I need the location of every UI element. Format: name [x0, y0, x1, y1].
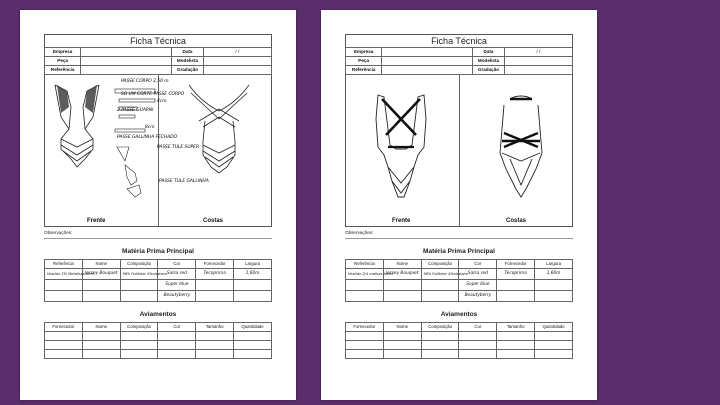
cell-empty — [421, 280, 459, 291]
cell-composicao: 96% Poliéster 4%elastano — [120, 269, 158, 280]
cell-largura: 1,60m — [535, 269, 573, 280]
referencia-label: Referência — [346, 66, 382, 75]
cell-composicao: 96% Poliéster 4%elastano — [421, 269, 459, 280]
av-col-fornecedor: Fornecedor — [346, 323, 384, 332]
av-col-composicao: Composição — [421, 323, 459, 332]
cell-nome: Jersey Bouquet — [82, 269, 120, 280]
col-nome: Nome — [82, 260, 120, 269]
aviamentos-table — [345, 322, 573, 359]
cell-empty — [120, 280, 158, 291]
col-cor: Cor — [459, 260, 497, 269]
data-field[interactable]: / / — [504, 48, 572, 57]
sketch-note-2: SO UM CORTE PASSE CORPO — [121, 92, 185, 97]
data-label: Data — [172, 48, 204, 57]
av-col-nome: Nome — [82, 323, 120, 332]
peca-field[interactable] — [382, 57, 473, 66]
empresa-label: Empresa — [45, 48, 81, 57]
gradacao-field[interactable] — [504, 66, 572, 75]
av-col-fornecedor: Fornecedor — [45, 323, 83, 332]
cell-cor: Salsa red — [459, 269, 497, 280]
modelista-field[interactable] — [203, 57, 271, 66]
col-composicao: Composição — [421, 260, 459, 269]
back-sketch-drawing — [169, 81, 269, 191]
aviamentos-title: Aviamentos — [139, 311, 177, 318]
left-sheet — [20, 10, 296, 400]
empresa-field[interactable] — [81, 48, 172, 57]
materia-prima-title: Matéria Prima Principal — [423, 248, 495, 255]
cell-referencia: Vestido 2/4 malhas leves — [346, 269, 384, 280]
frente-label: Frente — [392, 218, 411, 224]
cell-empty — [383, 291, 421, 302]
col-composicao: Composição — [120, 260, 158, 269]
sketch-note-5: PASSE TULE SUPER — [157, 145, 200, 150]
right-sheet — [321, 10, 597, 400]
header-table — [345, 47, 573, 75]
materia-prima-table — [44, 259, 272, 302]
av-col-quantidade: Quantidade — [234, 323, 272, 332]
cell-empty — [535, 280, 573, 291]
col-largura: Largura — [535, 260, 573, 269]
col-largura: Largura — [234, 260, 272, 269]
aviamentos-title: Aviamentos — [440, 311, 478, 318]
cell-empty — [196, 291, 234, 302]
observacoes-line[interactable] — [345, 230, 573, 239]
costas-label: Costas — [506, 218, 527, 224]
cell-fornecedor: Tecoprima — [497, 269, 535, 280]
sketch-note-3: 2 PASSE GUARNI — [117, 108, 154, 113]
cell-empty — [45, 291, 83, 302]
col-fornecedor: Fornecedor — [196, 260, 234, 269]
cell-cor-2: Super blue — [459, 280, 497, 291]
cell-empty — [234, 291, 272, 302]
cell-empty — [497, 291, 535, 302]
referencia-field[interactable] — [81, 66, 172, 75]
cell-empty — [196, 280, 234, 291]
observacoes-label: Observações: — [44, 230, 73, 235]
empresa-label: Empresa — [346, 48, 382, 57]
modelista-field[interactable] — [504, 57, 572, 66]
sketch-dim-1: 4cm — [157, 99, 167, 104]
col-fornecedor: Fornecedor — [497, 260, 535, 269]
aviamentos-table — [44, 322, 272, 359]
cell-empty — [421, 291, 459, 302]
peca-label: Peça — [45, 57, 81, 66]
modelista-label: Modelista — [473, 57, 505, 66]
cell-largura: 1,60m — [234, 269, 272, 280]
cell-empty — [535, 291, 573, 302]
observacoes-label: Observações: — [345, 230, 374, 235]
cell-empty — [82, 291, 120, 302]
cell-empty — [383, 280, 421, 291]
cell-cor-2: Super blue — [158, 280, 196, 291]
materia-prima-title: Matéria Prima Principal — [122, 248, 194, 255]
cell-empty — [82, 280, 120, 291]
sketch-area — [44, 75, 272, 227]
cell-fornecedor: Tecoprima — [196, 269, 234, 280]
av-col-nome: Nome — [383, 323, 421, 332]
sketch-area — [345, 75, 573, 227]
cell-cor-3: Beautyberry — [158, 291, 196, 302]
sketch-divider — [459, 75, 460, 226]
av-col-cor: Cor — [459, 323, 497, 332]
av-col-cor: Cor — [158, 323, 196, 332]
sketch-note-6: PASSE TULE GALLINHA — [159, 179, 209, 184]
cell-empty — [234, 280, 272, 291]
sheet-title: Ficha Técnica — [345, 34, 573, 47]
front-flat-drawing — [366, 89, 436, 209]
av-col-composicao: Composição — [120, 323, 158, 332]
gradacao-label: Gradação — [473, 66, 505, 75]
sketch-note-1: PASSE CORPO 2,50 m — [121, 79, 169, 84]
materia-prima-table — [345, 259, 573, 302]
modelista-label: Modelista — [172, 57, 204, 66]
av-col-tamanho: Tamanho — [196, 323, 234, 332]
peca-field[interactable] — [81, 57, 172, 66]
sketch-dim-2: 8cm — [145, 125, 155, 130]
cell-empty — [346, 291, 384, 302]
sheet-title: Ficha Técnica — [44, 34, 272, 47]
empresa-field[interactable] — [382, 48, 473, 57]
gradacao-label: Gradação — [172, 66, 204, 75]
cell-empty — [120, 291, 158, 302]
referencia-field[interactable] — [382, 66, 473, 75]
cell-empty — [346, 280, 384, 291]
header-table — [44, 47, 272, 75]
av-col-tamanho: Tamanho — [497, 323, 535, 332]
cell-empty — [45, 280, 83, 291]
col-nome: Nome — [383, 260, 421, 269]
back-flat-drawing — [486, 89, 556, 209]
referencia-label: Referência — [45, 66, 81, 75]
col-referencia: Referência — [346, 260, 384, 269]
sketch-note-4: PASSE GALLINHA FECHADO — [117, 135, 178, 140]
observacoes-line[interactable] — [44, 230, 272, 239]
cell-cor: Salsa red — [158, 269, 196, 280]
col-referencia: Referência — [45, 260, 83, 269]
cell-referencia: Vestido 2% Metalhas forro — [45, 269, 83, 280]
cell-nome: Jersey Bouquet — [383, 269, 421, 280]
col-cor: Cor — [158, 260, 196, 269]
cell-cor-3: Beautyberry — [459, 291, 497, 302]
av-col-quantidade: Quantidade — [535, 323, 573, 332]
cell-empty — [497, 280, 535, 291]
data-label: Data — [473, 48, 505, 57]
frente-label: Frente — [87, 218, 106, 224]
costas-label: Costas — [203, 218, 224, 224]
peca-label: Peça — [346, 57, 382, 66]
gradacao-field[interactable] — [203, 66, 271, 75]
data-field[interactable]: / / — [203, 48, 271, 57]
